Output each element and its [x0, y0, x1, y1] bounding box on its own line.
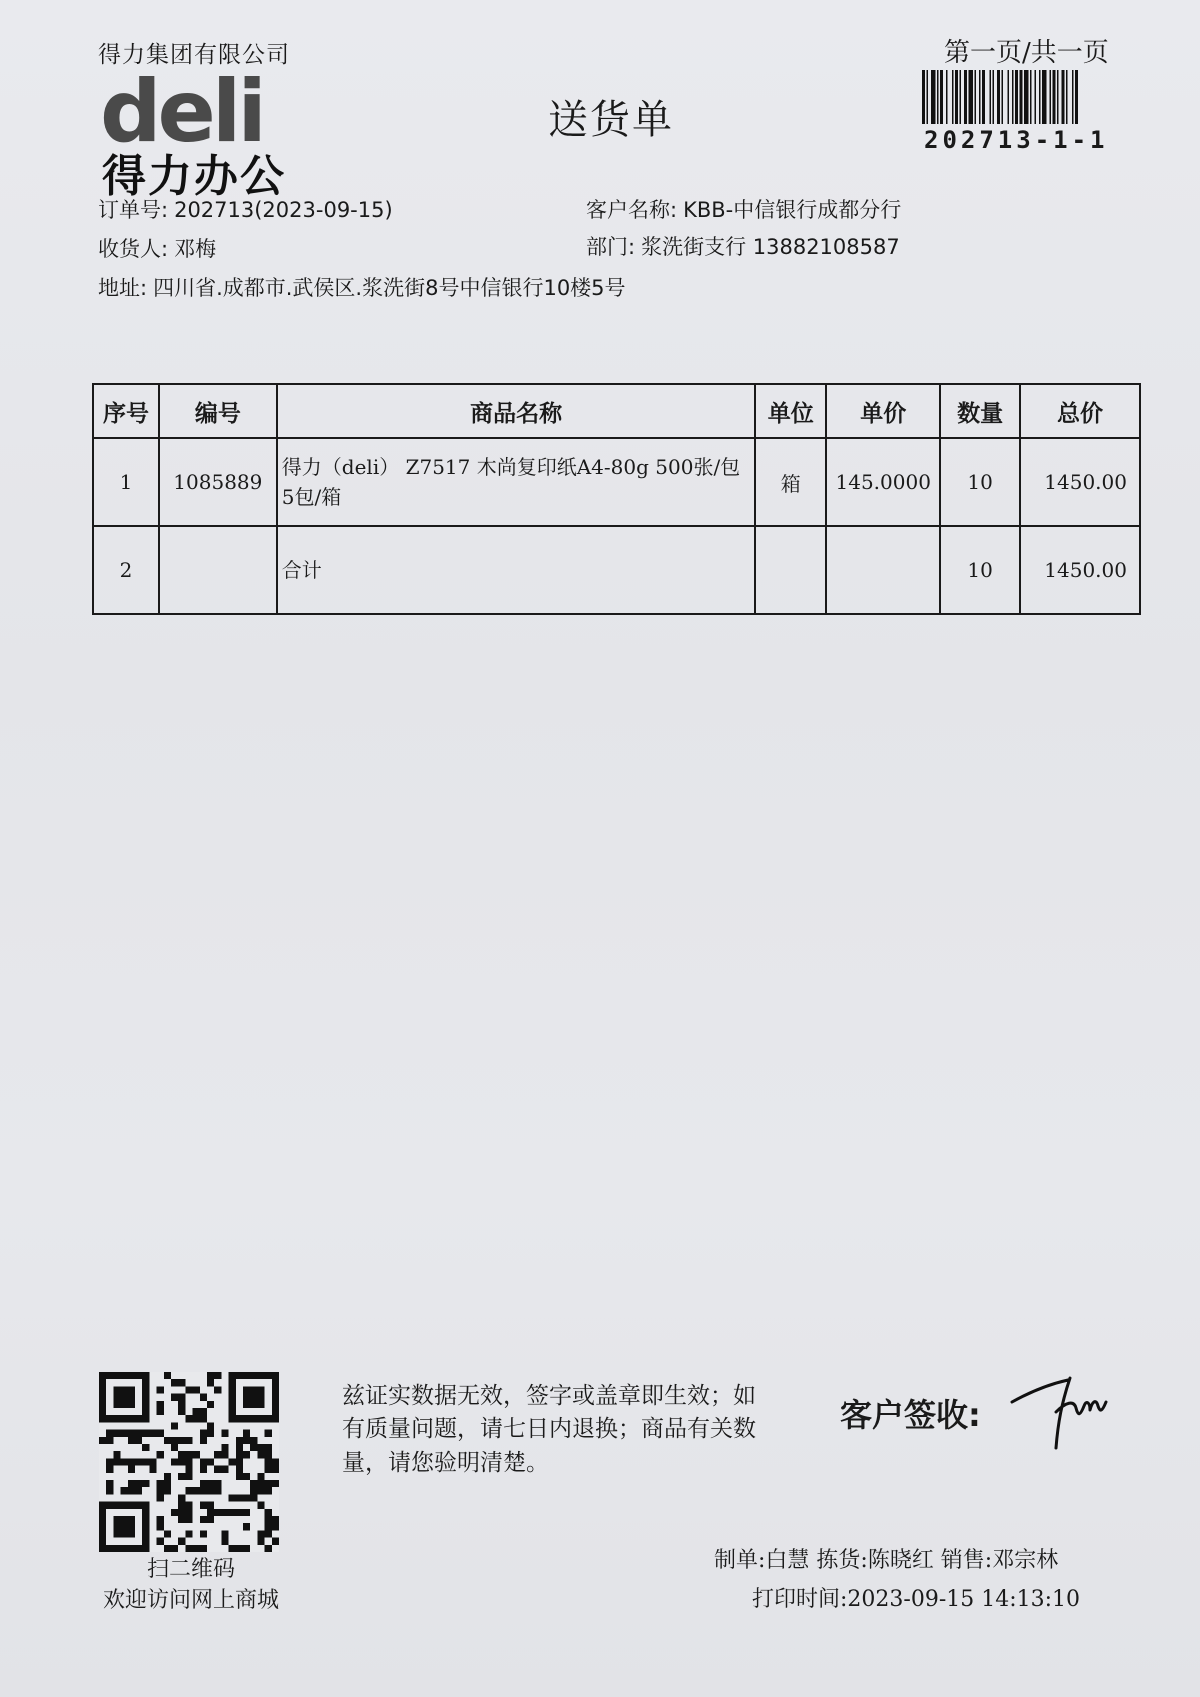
cell-total: 1450.00: [1020, 438, 1140, 526]
notice-text: 兹证实数据无效，签字或盖章即生效；如有质量问题，请七日内退换；商品有关数量，请您验明清楚。: [342, 1383, 756, 1476]
cell-total: 1450.00: [1020, 526, 1140, 614]
deli-logo: [100, 62, 300, 202]
department: [586, 231, 900, 261]
department-value: 浆洗街支行 13882108587: [641, 235, 900, 259]
order-value: 202713(2023-09-15): [174, 198, 393, 222]
address-value: 四川省.成都市.武侯区.浆洗街8号中信银行10楼5号: [153, 276, 626, 300]
address: [98, 272, 626, 302]
customer-value: KBB-中信银行成都分行: [683, 198, 902, 222]
customer-signature: [1010, 1372, 1125, 1452]
col-header-unit-price: 单价: [826, 384, 940, 438]
col-header-total: 总价: [1020, 384, 1140, 438]
page-indicator: 第一页/共一页: [944, 38, 1109, 68]
cell-index: 1: [93, 438, 159, 526]
department-label: 部门:: [586, 235, 636, 259]
cell-unit: [755, 526, 826, 614]
table-row: [93, 526, 1140, 614]
cell-quantity: 10: [940, 526, 1020, 614]
receiver: [98, 233, 216, 263]
col-header-index: 序号: [93, 384, 159, 438]
receiver-label: 收货人:: [98, 237, 169, 261]
sign-label: 客户签收:: [840, 1396, 981, 1434]
cell-product: 合计: [277, 526, 756, 614]
qr-code: [99, 1372, 279, 1552]
col-header-quantity: 数量: [940, 384, 1020, 438]
cell-quantity: 10: [940, 438, 1020, 526]
barcode: [922, 70, 1134, 124]
print-time: 打印时间:2023-09-15 14:13:10: [752, 1587, 1081, 1612]
qr-caption: [86, 1555, 296, 1617]
col-header-unit: 单位: [755, 384, 826, 438]
cell-product: 得力（deli） Z7517 木尚复印纸A4-80g 500张/包 5包/箱: [277, 438, 756, 526]
cell-unit-price: [826, 526, 940, 614]
qr-caption-line2: 欢迎访问网上商城: [102, 1587, 279, 1613]
receiver-value: 邓梅: [174, 237, 217, 261]
order-label: 订单号:: [98, 198, 169, 222]
order-number: [98, 194, 393, 224]
logo-wordmark: deli: [100, 62, 263, 162]
barcode-number: 202713-1-1: [924, 126, 1109, 154]
items-table: [92, 383, 1141, 615]
customer-name: [586, 194, 901, 224]
cell-index: 2: [93, 526, 159, 614]
cell-code: 1085889: [159, 438, 277, 526]
address-label: 地址:: [98, 276, 148, 300]
table-row: [93, 438, 1140, 526]
col-header-code: 编号: [159, 384, 277, 438]
cell-unit: 箱: [755, 438, 826, 526]
table-header-row: [93, 384, 1140, 438]
company-name: 得力集团有限公司: [98, 42, 290, 68]
col-header-product: 商品名称: [277, 384, 756, 438]
cell-unit-price: 145.0000: [826, 438, 940, 526]
cell-code: [159, 526, 277, 614]
customer-label: 客户名称:: [586, 198, 678, 222]
qr-caption-line1: 扫二维码: [146, 1557, 235, 1582]
logo-subtitle: 得力办公: [102, 151, 286, 202]
staff-line: 制单:白慧 拣货:陈晓红 销售:邓宗林: [714, 1548, 1059, 1573]
document-title: 送货单: [548, 97, 674, 143]
